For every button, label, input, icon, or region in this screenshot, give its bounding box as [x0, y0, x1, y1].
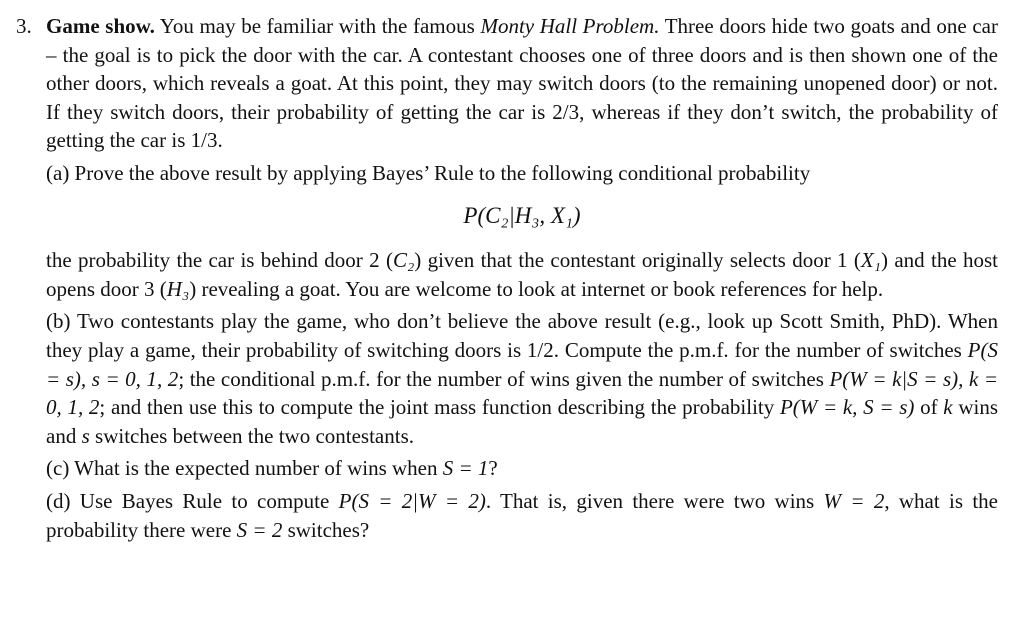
part-b-text-4: of — [920, 395, 938, 420]
part-b-prompt — [46, 307, 998, 450]
part-d-text-4: switches? — [287, 517, 370, 542]
part-c-prompt — [46, 454, 998, 483]
problem-title: Game show. — [46, 14, 155, 38]
math-conditional-pmf: P(W = k|S = s), k = 0, 1, 2 — [46, 366, 998, 420]
part-a-prompt — [46, 159, 998, 188]
math-s-equals-1: S = 1 — [442, 456, 489, 481]
part-a-expl-4: ) revealing a goat. You are welcome to look at internet or book references for help. — [189, 276, 884, 301]
part-a-explanation — [46, 246, 998, 303]
problem-content — [46, 12, 998, 544]
math-w-equals-2: W = 2 — [823, 488, 885, 513]
part-d-prompt — [46, 487, 998, 544]
math-pmf-switches: P(S = s), s = 0, 1, 2 — [46, 337, 998, 391]
problem-intro — [46, 12, 998, 155]
part-b-text-1: (b) Two contestants play the game, who don’t believe the above result (e.g., look up Scott Smith, PhD). When they play a game, their probability of switching doors is 1/2. Compute the p.m.f. for the number of switches — [46, 309, 998, 362]
math-bayes-query: P(S = 2|W = 2) — [338, 488, 486, 513]
intro-text-after: Three doors hide two goats and one car – the goal is to pick the door with the car. A contestant chooses one of three doors and is then shown one of the other doors, which reveals a goat. At this point, they may switch doors (to the remaining unopened door) or not. If they switch doors, their probability of getting the car is 2/3, whereas if they don’t switch, the probability of getting the car is 1/3. — [46, 14, 998, 153]
problem-number: 3. — [16, 14, 32, 38]
part-b-text-5: wins and — [46, 395, 998, 448]
part-d-text-3: , what is the probability there were — [46, 488, 998, 542]
part-b-text-6: switches between the two contestants. — [95, 423, 415, 448]
math-x1: X₁ — [860, 248, 881, 273]
part-a-expl-3: ) and the host opens door 3 ( — [46, 248, 998, 301]
math-joint-pmf: P(W = k, S = s) — [779, 395, 915, 420]
math-c2: C₂ — [392, 248, 415, 273]
part-a-expl-1: the probability the car is behind door 2 ( — [46, 248, 393, 273]
math-h3: H₃ — [166, 276, 190, 301]
intro-emphasis: Monty Hall Problem. — [480, 14, 660, 38]
part-b-text-2: ; the conditional p.m.f. for the number of wins given the number of switches — [178, 366, 824, 391]
math-s: s — [81, 423, 90, 448]
part-d-text-1: (d) Use Bayes Rule to compute — [46, 488, 330, 513]
part-b-text-3: ; and then use this to compute the joint mass function describing the probability — [99, 395, 775, 420]
math-s-equals-2: S = 2 — [236, 517, 283, 542]
display-equation: P(C₂|H₃, X₁) — [463, 202, 581, 228]
part-d-text-2: . That is, given there were two wins — [485, 488, 815, 513]
intro-text-before: You may be familiar with the famous — [159, 14, 475, 38]
part-c-text-1: (c) What is the expected number of wins when — [46, 456, 438, 481]
part-a-expl-2: ) given that the contestant originally selects door 1 ( — [414, 248, 861, 273]
part-a-text: (a) Prove the above result by applying Bayes’ Rule to the following conditional probability — [46, 160, 811, 185]
math-k: k — [943, 395, 953, 420]
part-c-text-2: ? — [488, 456, 498, 481]
